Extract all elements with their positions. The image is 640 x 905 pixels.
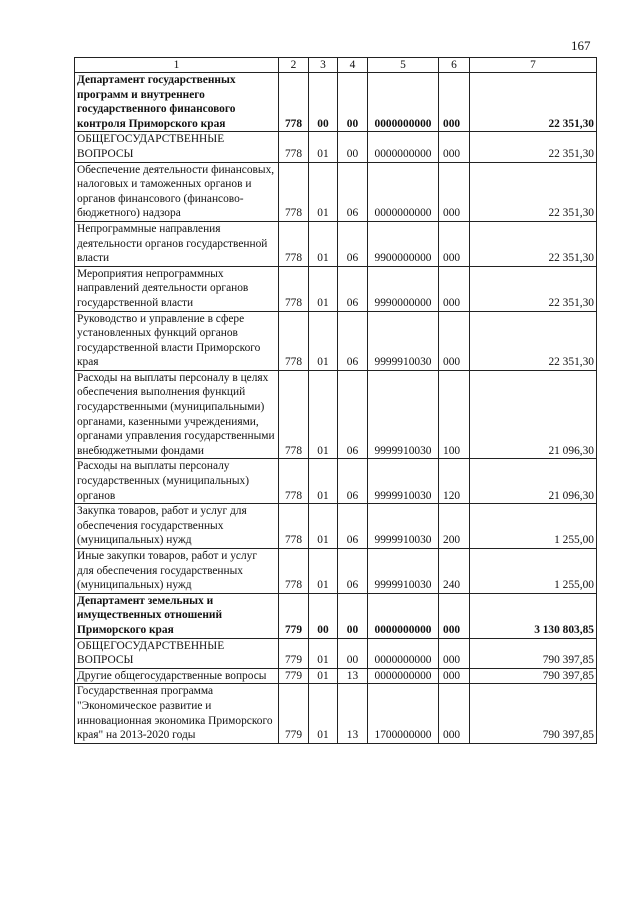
row-section: 01 <box>309 504 338 549</box>
row-amount: 22 351,30 <box>470 73 597 132</box>
header-col-5: 5 <box>368 58 439 73</box>
row-amount: 22 351,30 <box>470 162 597 221</box>
row-admin-code: 778 <box>279 132 309 162</box>
table-row <box>75 684 597 743</box>
row-admin-code: 778 <box>279 370 309 459</box>
row-target-article: 9999910030 <box>368 504 439 549</box>
row-admin-code: 778 <box>279 549 309 594</box>
row-amount: 790 397,85 <box>470 684 597 743</box>
row-expense-type: 000 <box>439 73 470 132</box>
row-section: 01 <box>309 638 338 668</box>
row-subsection: 13 <box>338 684 368 743</box>
row-target-article: 0000000000 <box>368 638 439 668</box>
row-admin-code: 778 <box>279 266 309 311</box>
row-subsection: 00 <box>338 593 368 638</box>
row-subsection: 06 <box>338 162 368 221</box>
page-number: 167 <box>571 38 591 53</box>
row-name: Расходы на выплаты персоналу в целях обеспечения выполнения функций государственными (муниципальными) органами, казенными учреждениями, органами управления государственными внебюджетными фондами <box>75 370 279 459</box>
row-amount: 21 096,30 <box>470 459 597 504</box>
row-target-article: 9999910030 <box>368 459 439 504</box>
row-section: 01 <box>309 684 338 743</box>
table-row <box>75 459 597 504</box>
table-row <box>75 638 597 668</box>
row-subsection: 06 <box>338 459 368 504</box>
row-section: 01 <box>309 266 338 311</box>
row-amount: 1 255,00 <box>470 549 597 594</box>
row-name: Закупка товаров, работ и услуг для обеспечения государственных (муниципальных) нужд <box>75 504 279 549</box>
row-section: 01 <box>309 549 338 594</box>
row-name: Департамент государственных программ и внутреннего государственного финансового контроля Приморского края <box>75 73 279 132</box>
row-subsection: 13 <box>338 668 368 684</box>
row-name: Департамент земельных и имущественных отношений Приморского края <box>75 593 279 638</box>
row-amount: 1 255,00 <box>470 504 597 549</box>
row-section: 01 <box>309 668 338 684</box>
header-col-1: 1 <box>75 58 279 73</box>
row-expense-type: 000 <box>439 311 470 370</box>
row-section: 01 <box>309 162 338 221</box>
row-name: ОБЩЕГОСУДАРСТВЕННЫЕ ВОПРОСЫ <box>75 638 279 668</box>
row-expense-type: 000 <box>439 684 470 743</box>
row-subsection: 06 <box>338 549 368 594</box>
row-amount: 22 351,30 <box>470 266 597 311</box>
row-admin-code: 778 <box>279 162 309 221</box>
row-section: 01 <box>309 221 338 266</box>
table-row <box>75 549 597 594</box>
row-section: 01 <box>309 370 338 459</box>
row-admin-code: 778 <box>279 459 309 504</box>
budget-table <box>74 57 597 744</box>
row-subsection: 00 <box>338 73 368 132</box>
row-expense-type: 000 <box>439 593 470 638</box>
row-admin-code: 779 <box>279 684 309 743</box>
header-col-2: 2 <box>279 58 309 73</box>
row-name: Государственная программа "Экономическое развитие и инновационная экономика Приморского края" на 2013-2020 годы <box>75 684 279 743</box>
row-target-article: 9999910030 <box>368 311 439 370</box>
row-target-article: 1700000000 <box>368 684 439 743</box>
table-row <box>75 162 597 221</box>
row-admin-code: 778 <box>279 73 309 132</box>
row-admin-code: 779 <box>279 668 309 684</box>
row-name: Расходы на выплаты персоналу государственных (муниципальных) органов <box>75 459 279 504</box>
row-subsection: 06 <box>338 266 368 311</box>
table-row <box>75 221 597 266</box>
header-col-3: 3 <box>309 58 338 73</box>
row-subsection: 06 <box>338 504 368 549</box>
row-subsection: 00 <box>338 638 368 668</box>
row-name: Руководство и управление в сфере установленных функций органов государственной власти Приморского края <box>75 311 279 370</box>
row-name: Непрограммные направления деятельности органов государственной власти <box>75 221 279 266</box>
table-row <box>75 668 597 684</box>
row-expense-type: 100 <box>439 370 470 459</box>
row-section: 00 <box>309 73 338 132</box>
row-target-article: 9999910030 <box>368 370 439 459</box>
row-target-article: 9900000000 <box>368 221 439 266</box>
row-target-article: 0000000000 <box>368 593 439 638</box>
table-row <box>75 266 597 311</box>
table-row <box>75 504 597 549</box>
row-section: 00 <box>309 593 338 638</box>
header-col-6: 6 <box>439 58 470 73</box>
table-row <box>75 311 597 370</box>
row-section: 01 <box>309 132 338 162</box>
row-admin-code: 778 <box>279 311 309 370</box>
row-target-article: 9999910030 <box>368 549 439 594</box>
row-amount: 21 096,30 <box>470 370 597 459</box>
row-admin-code: 779 <box>279 593 309 638</box>
row-target-article: 0000000000 <box>368 132 439 162</box>
row-expense-type: 200 <box>439 504 470 549</box>
row-amount: 22 351,30 <box>470 311 597 370</box>
row-amount: 790 397,85 <box>470 638 597 668</box>
table-row <box>75 593 597 638</box>
row-subsection: 06 <box>338 221 368 266</box>
row-admin-code: 778 <box>279 504 309 549</box>
row-subsection: 00 <box>338 132 368 162</box>
row-name: Обеспечение деятельности финансовых, налоговых и таможенных органов и органов финансового (финансово-бюджетного) надзора <box>75 162 279 221</box>
header-col-4: 4 <box>338 58 368 73</box>
header-row <box>75 58 597 73</box>
table-row <box>75 132 597 162</box>
row-target-article: 9990000000 <box>368 266 439 311</box>
row-section: 01 <box>309 311 338 370</box>
row-expense-type: 000 <box>439 638 470 668</box>
row-expense-type: 000 <box>439 221 470 266</box>
row-expense-type: 000 <box>439 132 470 162</box>
row-amount: 3 130 803,85 <box>470 593 597 638</box>
row-name: Другие общегосударственные вопросы <box>75 668 279 684</box>
row-expense-type: 000 <box>439 668 470 684</box>
row-name: ОБЩЕГОСУДАРСТВЕННЫЕ ВОПРОСЫ <box>75 132 279 162</box>
row-admin-code: 779 <box>279 638 309 668</box>
row-expense-type: 000 <box>439 266 470 311</box>
row-admin-code: 778 <box>279 221 309 266</box>
row-expense-type: 000 <box>439 162 470 221</box>
row-expense-type: 120 <box>439 459 470 504</box>
row-amount: 22 351,30 <box>470 132 597 162</box>
row-target-article: 0000000000 <box>368 162 439 221</box>
header-col-7: 7 <box>470 58 597 73</box>
table-row <box>75 73 597 132</box>
row-target-article: 0000000000 <box>368 668 439 684</box>
row-subsection: 06 <box>338 370 368 459</box>
row-name: Иные закупки товаров, работ и услуг для обеспечения государственных (муниципальных) нужд <box>75 549 279 594</box>
row-subsection: 06 <box>338 311 368 370</box>
row-name: Мероприятия непрограммных направлений деятельности органов государственной власти <box>75 266 279 311</box>
table-body <box>75 73 597 744</box>
row-amount: 790 397,85 <box>470 668 597 684</box>
row-section: 01 <box>309 459 338 504</box>
row-target-article: 0000000000 <box>368 73 439 132</box>
table-row <box>75 370 597 459</box>
row-expense-type: 240 <box>439 549 470 594</box>
row-amount: 22 351,30 <box>470 221 597 266</box>
